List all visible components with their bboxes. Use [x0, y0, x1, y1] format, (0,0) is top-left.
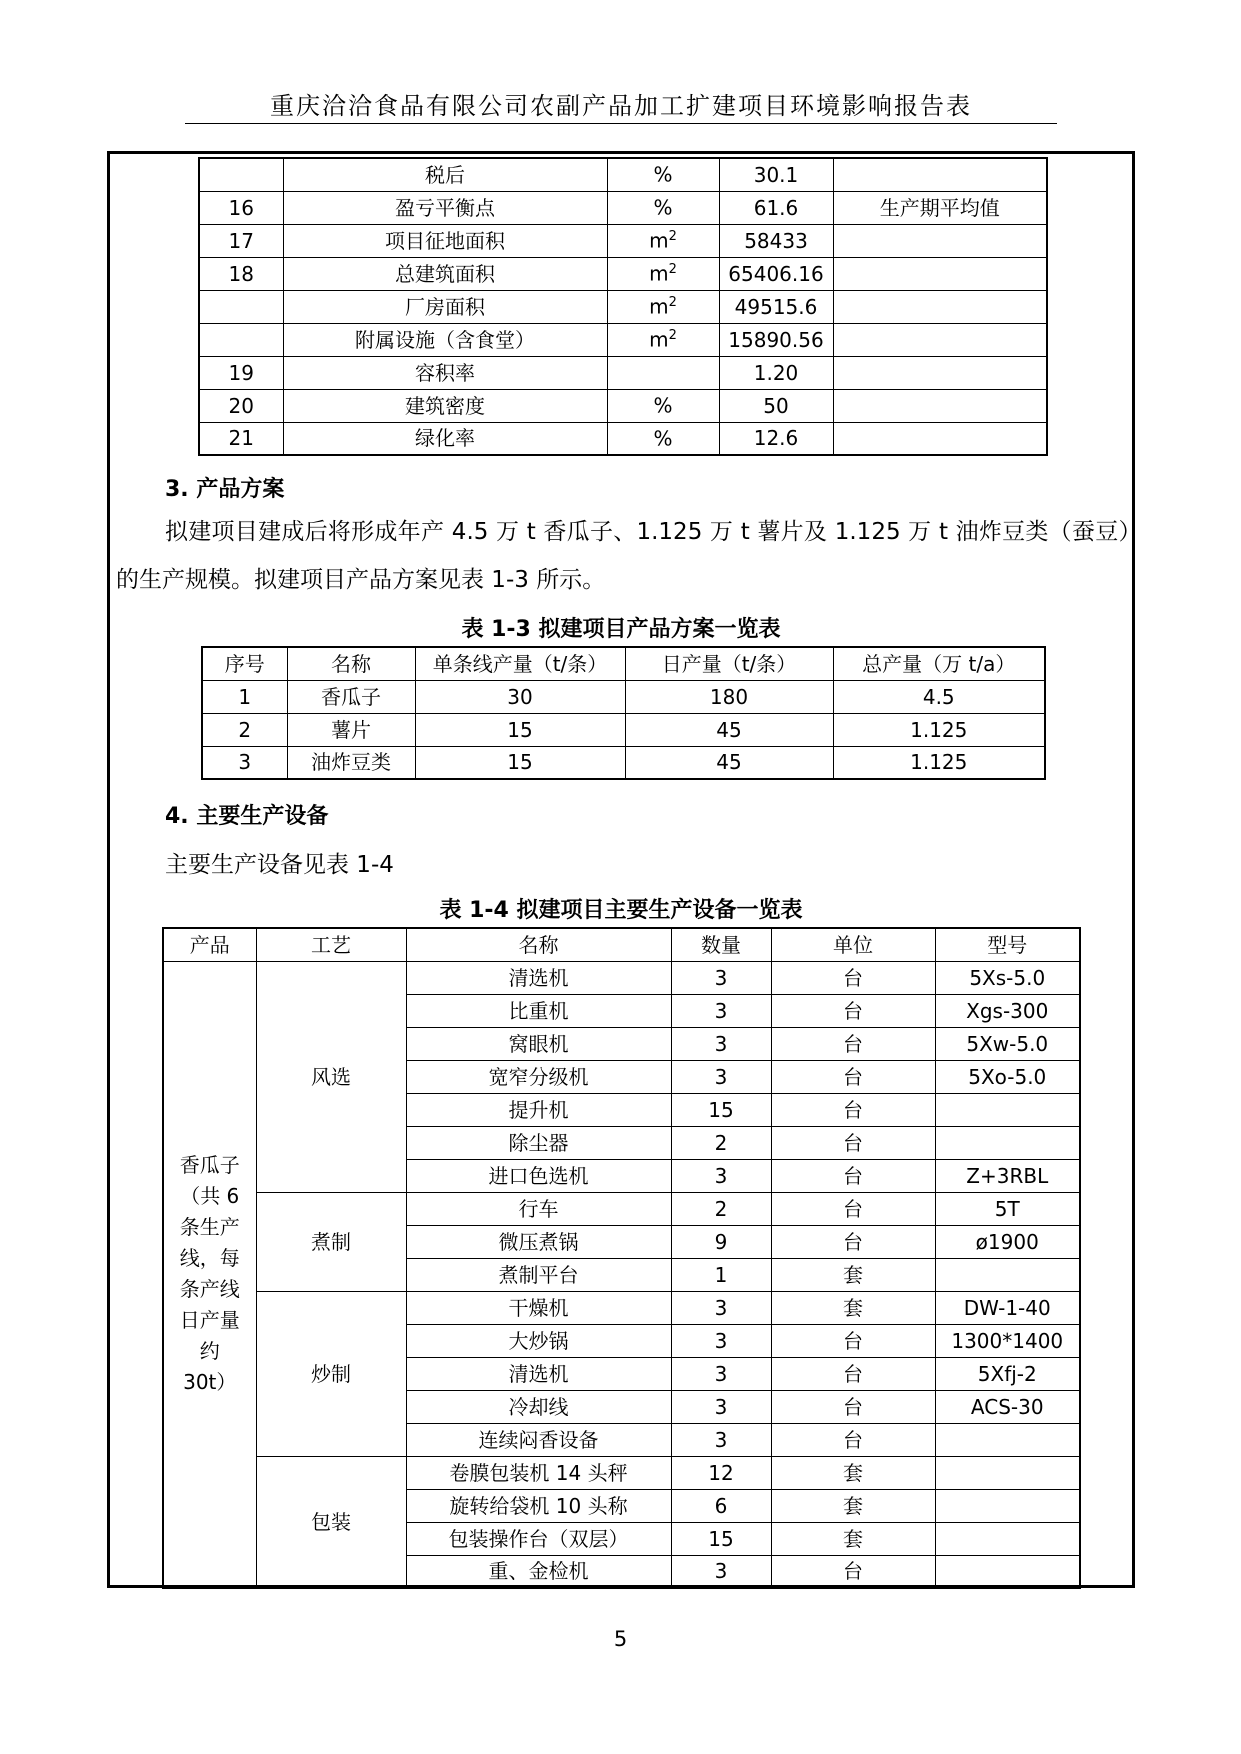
section-4-text: 主要生产设备见表 1-4: [165, 852, 394, 878]
equipment-quantity: 3: [671, 1555, 771, 1588]
indicator-value: 1.20: [719, 356, 833, 389]
table-row: [199, 356, 1047, 389]
equipment-name: 清选机: [406, 1357, 671, 1390]
equipment-model: [935, 1456, 1080, 1489]
row-number: 19: [199, 356, 283, 389]
indicator-value: 12.6: [719, 422, 833, 455]
unit-cell: [607, 158, 719, 191]
equipment-quantity: 3: [671, 1027, 771, 1060]
equipment-model: ACS-30: [935, 1390, 1080, 1423]
equipment-quantity: 15: [671, 1093, 771, 1126]
indicator-value: 50: [719, 389, 833, 422]
product-cell: 香瓜子（共 6 条生产线，每条产线日产量约 30t）: [163, 961, 256, 1588]
equipment-name: 包装操作台（双层）: [406, 1522, 671, 1555]
equipment-unit: 台: [771, 1225, 935, 1258]
equipment-name: 旋转给袋机 10 头称: [406, 1489, 671, 1522]
table-row: [163, 1192, 1080, 1225]
unit-cell: [607, 224, 719, 257]
equipment-name: 提升机: [406, 1093, 671, 1126]
equipment-model: 5T: [935, 1192, 1080, 1225]
table-row: [199, 257, 1047, 290]
equipment-unit: 台: [771, 1093, 935, 1126]
table-row: [199, 224, 1047, 257]
table-cell: 薯片: [287, 713, 415, 746]
table-cell: 1: [202, 680, 287, 713]
equipment-quantity: 3: [671, 1291, 771, 1324]
unit: %: [653, 163, 673, 188]
equipment-quantity: 15: [671, 1522, 771, 1555]
equipment-quantity: 12: [671, 1456, 771, 1489]
equipment-model: 5Xfj-2: [935, 1357, 1080, 1390]
equipment-unit: 台: [771, 1192, 935, 1225]
equipment-name: 干燥机: [406, 1291, 671, 1324]
equipment-model: 5Xw-5.0: [935, 1027, 1080, 1060]
remark: [833, 290, 1047, 323]
remark: [833, 422, 1047, 455]
unit-superscript: 2: [668, 295, 677, 311]
equipment-quantity: 3: [671, 961, 771, 994]
equipment-model: 5Xo-5.0: [935, 1060, 1080, 1093]
equipment-model: DW-1-40: [935, 1291, 1080, 1324]
equipment-name: 比重机: [406, 994, 671, 1027]
column-header: 数量: [671, 928, 771, 961]
equipment-model: [935, 1093, 1080, 1126]
unit-cell: [607, 422, 719, 455]
unit-superscript: 2: [668, 328, 677, 344]
unit: m: [649, 228, 669, 253]
header-divider: [185, 123, 1057, 124]
equipment-unit: 台: [771, 1126, 935, 1159]
equipment-model: Xgs-300: [935, 994, 1080, 1027]
unit: %: [653, 393, 673, 418]
indicator-value: 61.6: [719, 191, 833, 224]
table-cell: 45: [625, 713, 833, 746]
equipment-model: [935, 1555, 1080, 1588]
equipment-table: [162, 927, 1081, 1589]
equipment-model: [935, 1126, 1080, 1159]
table-cell: 30: [415, 680, 625, 713]
equipment-quantity: 3: [671, 1423, 771, 1456]
equipment-unit: 台: [771, 961, 935, 994]
section-3-heading: 3. 产品方案: [165, 477, 285, 502]
table-cell: 180: [625, 680, 833, 713]
row-number: 20: [199, 389, 283, 422]
unit-cell: [607, 389, 719, 422]
indicator-value: 30.1: [719, 158, 833, 191]
row-number: [199, 290, 283, 323]
equipment-unit: 套: [771, 1456, 935, 1489]
table-row: [199, 290, 1047, 323]
equipment-name: 行车: [406, 1192, 671, 1225]
equipment-quantity: 3: [671, 1357, 771, 1390]
equipment-model: Z+3RBL: [935, 1159, 1080, 1192]
equipment-quantity: 9: [671, 1225, 771, 1258]
equipment-model: 1300*1400: [935, 1324, 1080, 1357]
indicator-name: 厂房面积: [283, 290, 607, 323]
unit-cell: [607, 290, 719, 323]
table-cell: 2: [202, 713, 287, 746]
equipment-name: 连续闷香设备: [406, 1423, 671, 1456]
table-row: [199, 389, 1047, 422]
equipment-unit: 台: [771, 1159, 935, 1192]
table-cell: 3: [202, 746, 287, 779]
equipment-quantity: 2: [671, 1126, 771, 1159]
table-cell: 45: [625, 746, 833, 779]
equipment-unit: 台: [771, 1060, 935, 1093]
equipment-name: 大炒锅: [406, 1324, 671, 1357]
column-header: 型号: [935, 928, 1080, 961]
column-header: 总产量（万 t/a）: [833, 647, 1045, 680]
equipment-unit: 台: [771, 1357, 935, 1390]
equipment-quantity: 1: [671, 1258, 771, 1291]
unit-superscript: 2: [668, 229, 677, 245]
unit-cell: [607, 191, 719, 224]
table-row: [199, 191, 1047, 224]
remark: [833, 224, 1047, 257]
process-cell: 风选: [256, 961, 406, 1192]
indicator-value: 15890.56: [719, 323, 833, 356]
table-1-3-caption: 表 1-3 拟建项目产品方案一览表: [461, 617, 781, 642]
equipment-quantity: 3: [671, 1060, 771, 1093]
equipment-name: 冷却线: [406, 1390, 671, 1423]
section-3-paragraph: 拟建项目建成后将形成年产 4.5 万 t 香瓜子、1.125 万 t 薯片及 1.125 万 t 油炸豆类（蚕豆）的生产规模。拟建项目产品方案见表 1-3 所示。: [116, 519, 1130, 593]
equipment-unit: 台: [771, 994, 935, 1027]
table-row: [199, 158, 1047, 191]
column-header: 工艺: [256, 928, 406, 961]
equipment-unit: 台: [771, 1324, 935, 1357]
equipment-unit: 套: [771, 1258, 935, 1291]
unit-cell: [607, 356, 719, 389]
table-row: [163, 1291, 1080, 1324]
equipment-name: 微压煮锅: [406, 1225, 671, 1258]
unit: %: [653, 426, 673, 451]
table-cell: 15: [415, 746, 625, 779]
equipment-unit: 台: [771, 1390, 935, 1423]
equipment-model: [935, 1522, 1080, 1555]
equipment-name: 卷膜包装机 14 头秤: [406, 1456, 671, 1489]
table-row: [202, 680, 1045, 713]
equipment-unit: 台: [771, 1423, 935, 1456]
equipment-quantity: 3: [671, 1390, 771, 1423]
table-1-4-caption: 表 1-4 拟建项目主要生产设备一览表: [439, 898, 803, 923]
section-4-heading: 4. 主要生产设备: [165, 804, 329, 829]
remark: [833, 323, 1047, 356]
table-header-row: [202, 647, 1045, 680]
page-header: 重庆洽洽食品有限公司农副产品加工扩建项目环境影响报告表: [270, 92, 972, 120]
row-number: [199, 323, 283, 356]
table-row: [163, 961, 1080, 994]
row-number: 21: [199, 422, 283, 455]
remark: [833, 158, 1047, 191]
page-number: 5: [613, 1627, 628, 1651]
equipment-unit: 套: [771, 1291, 935, 1324]
row-number: 16: [199, 191, 283, 224]
table-cell: 1.125: [833, 746, 1045, 779]
table-row: [199, 422, 1047, 455]
equipment-model: [935, 1489, 1080, 1522]
equipment-name: 窝眼机: [406, 1027, 671, 1060]
column-header: 单条线产量（t/条）: [415, 647, 625, 680]
unit: m: [649, 294, 669, 319]
table-cell: 1.125: [833, 713, 1045, 746]
unit: %: [653, 195, 673, 220]
unit: m: [649, 327, 669, 352]
table-row: [163, 1456, 1080, 1489]
equipment-unit: 套: [771, 1489, 935, 1522]
table-row: [202, 746, 1045, 779]
remark: [833, 257, 1047, 290]
table-cell: 15: [415, 713, 625, 746]
equipment-unit: 套: [771, 1522, 935, 1555]
row-number: 18: [199, 257, 283, 290]
equipment-quantity: 6: [671, 1489, 771, 1522]
column-header: 产品: [163, 928, 256, 961]
equipment-model: 5Xs-5.0: [935, 961, 1080, 994]
unit-cell: [607, 257, 719, 290]
indicator-name: 附属设施（含食堂）: [283, 323, 607, 356]
process-cell: 包装: [256, 1456, 406, 1588]
equipment-name: 宽窄分级机: [406, 1060, 671, 1093]
equipment-quantity: 2: [671, 1192, 771, 1225]
indicator-name: 项目征地面积: [283, 224, 607, 257]
table-cell: 香瓜子: [287, 680, 415, 713]
equipment-quantity: 3: [671, 1159, 771, 1192]
column-header: 名称: [406, 928, 671, 961]
indicator-value: 58433: [719, 224, 833, 257]
equipment-model: [935, 1423, 1080, 1456]
table-cell: 油炸豆类: [287, 746, 415, 779]
column-header: 日产量（t/条）: [625, 647, 833, 680]
equipment-name: 煮制平台: [406, 1258, 671, 1291]
process-cell: 煮制: [256, 1192, 406, 1291]
indicator-name: 绿化率: [283, 422, 607, 455]
table-header-row: [163, 928, 1080, 961]
indicator-name: 盈亏平衡点: [283, 191, 607, 224]
equipment-quantity: 3: [671, 1324, 771, 1357]
equipment-quantity: 3: [671, 994, 771, 1027]
remark: [833, 389, 1047, 422]
column-header: 单位: [771, 928, 935, 961]
indicator-name: 建筑密度: [283, 389, 607, 422]
unit-superscript: 2: [668, 262, 677, 278]
table-cell: 4.5: [833, 680, 1045, 713]
equipment-unit: 台: [771, 1027, 935, 1060]
indicator-value: 65406.16: [719, 257, 833, 290]
equipment-name: 进口色选机: [406, 1159, 671, 1192]
table-row: [202, 713, 1045, 746]
equipment-model: [935, 1258, 1080, 1291]
equipment-name: 重、金检机: [406, 1555, 671, 1588]
unit: m: [649, 261, 669, 286]
product-plan-table: [201, 646, 1046, 780]
process-cell: 炒制: [256, 1291, 406, 1456]
row-number: [199, 158, 283, 191]
indicator-value: 49515.6: [719, 290, 833, 323]
column-header: 序号: [202, 647, 287, 680]
economic-indicators-table: [198, 157, 1048, 456]
unit-cell: [607, 323, 719, 356]
indicator-name: 总建筑面积: [283, 257, 607, 290]
equipment-unit: 台: [771, 1555, 935, 1588]
remark: 生产期平均值: [833, 191, 1047, 224]
indicator-name: 容积率: [283, 356, 607, 389]
table-row: [199, 323, 1047, 356]
indicator-name: 税后: [283, 158, 607, 191]
equipment-model: ø1900: [935, 1225, 1080, 1258]
remark: [833, 356, 1047, 389]
equipment-name: 除尘器: [406, 1126, 671, 1159]
equipment-name: 清选机: [406, 961, 671, 994]
column-header: 名称: [287, 647, 415, 680]
row-number: 17: [199, 224, 283, 257]
